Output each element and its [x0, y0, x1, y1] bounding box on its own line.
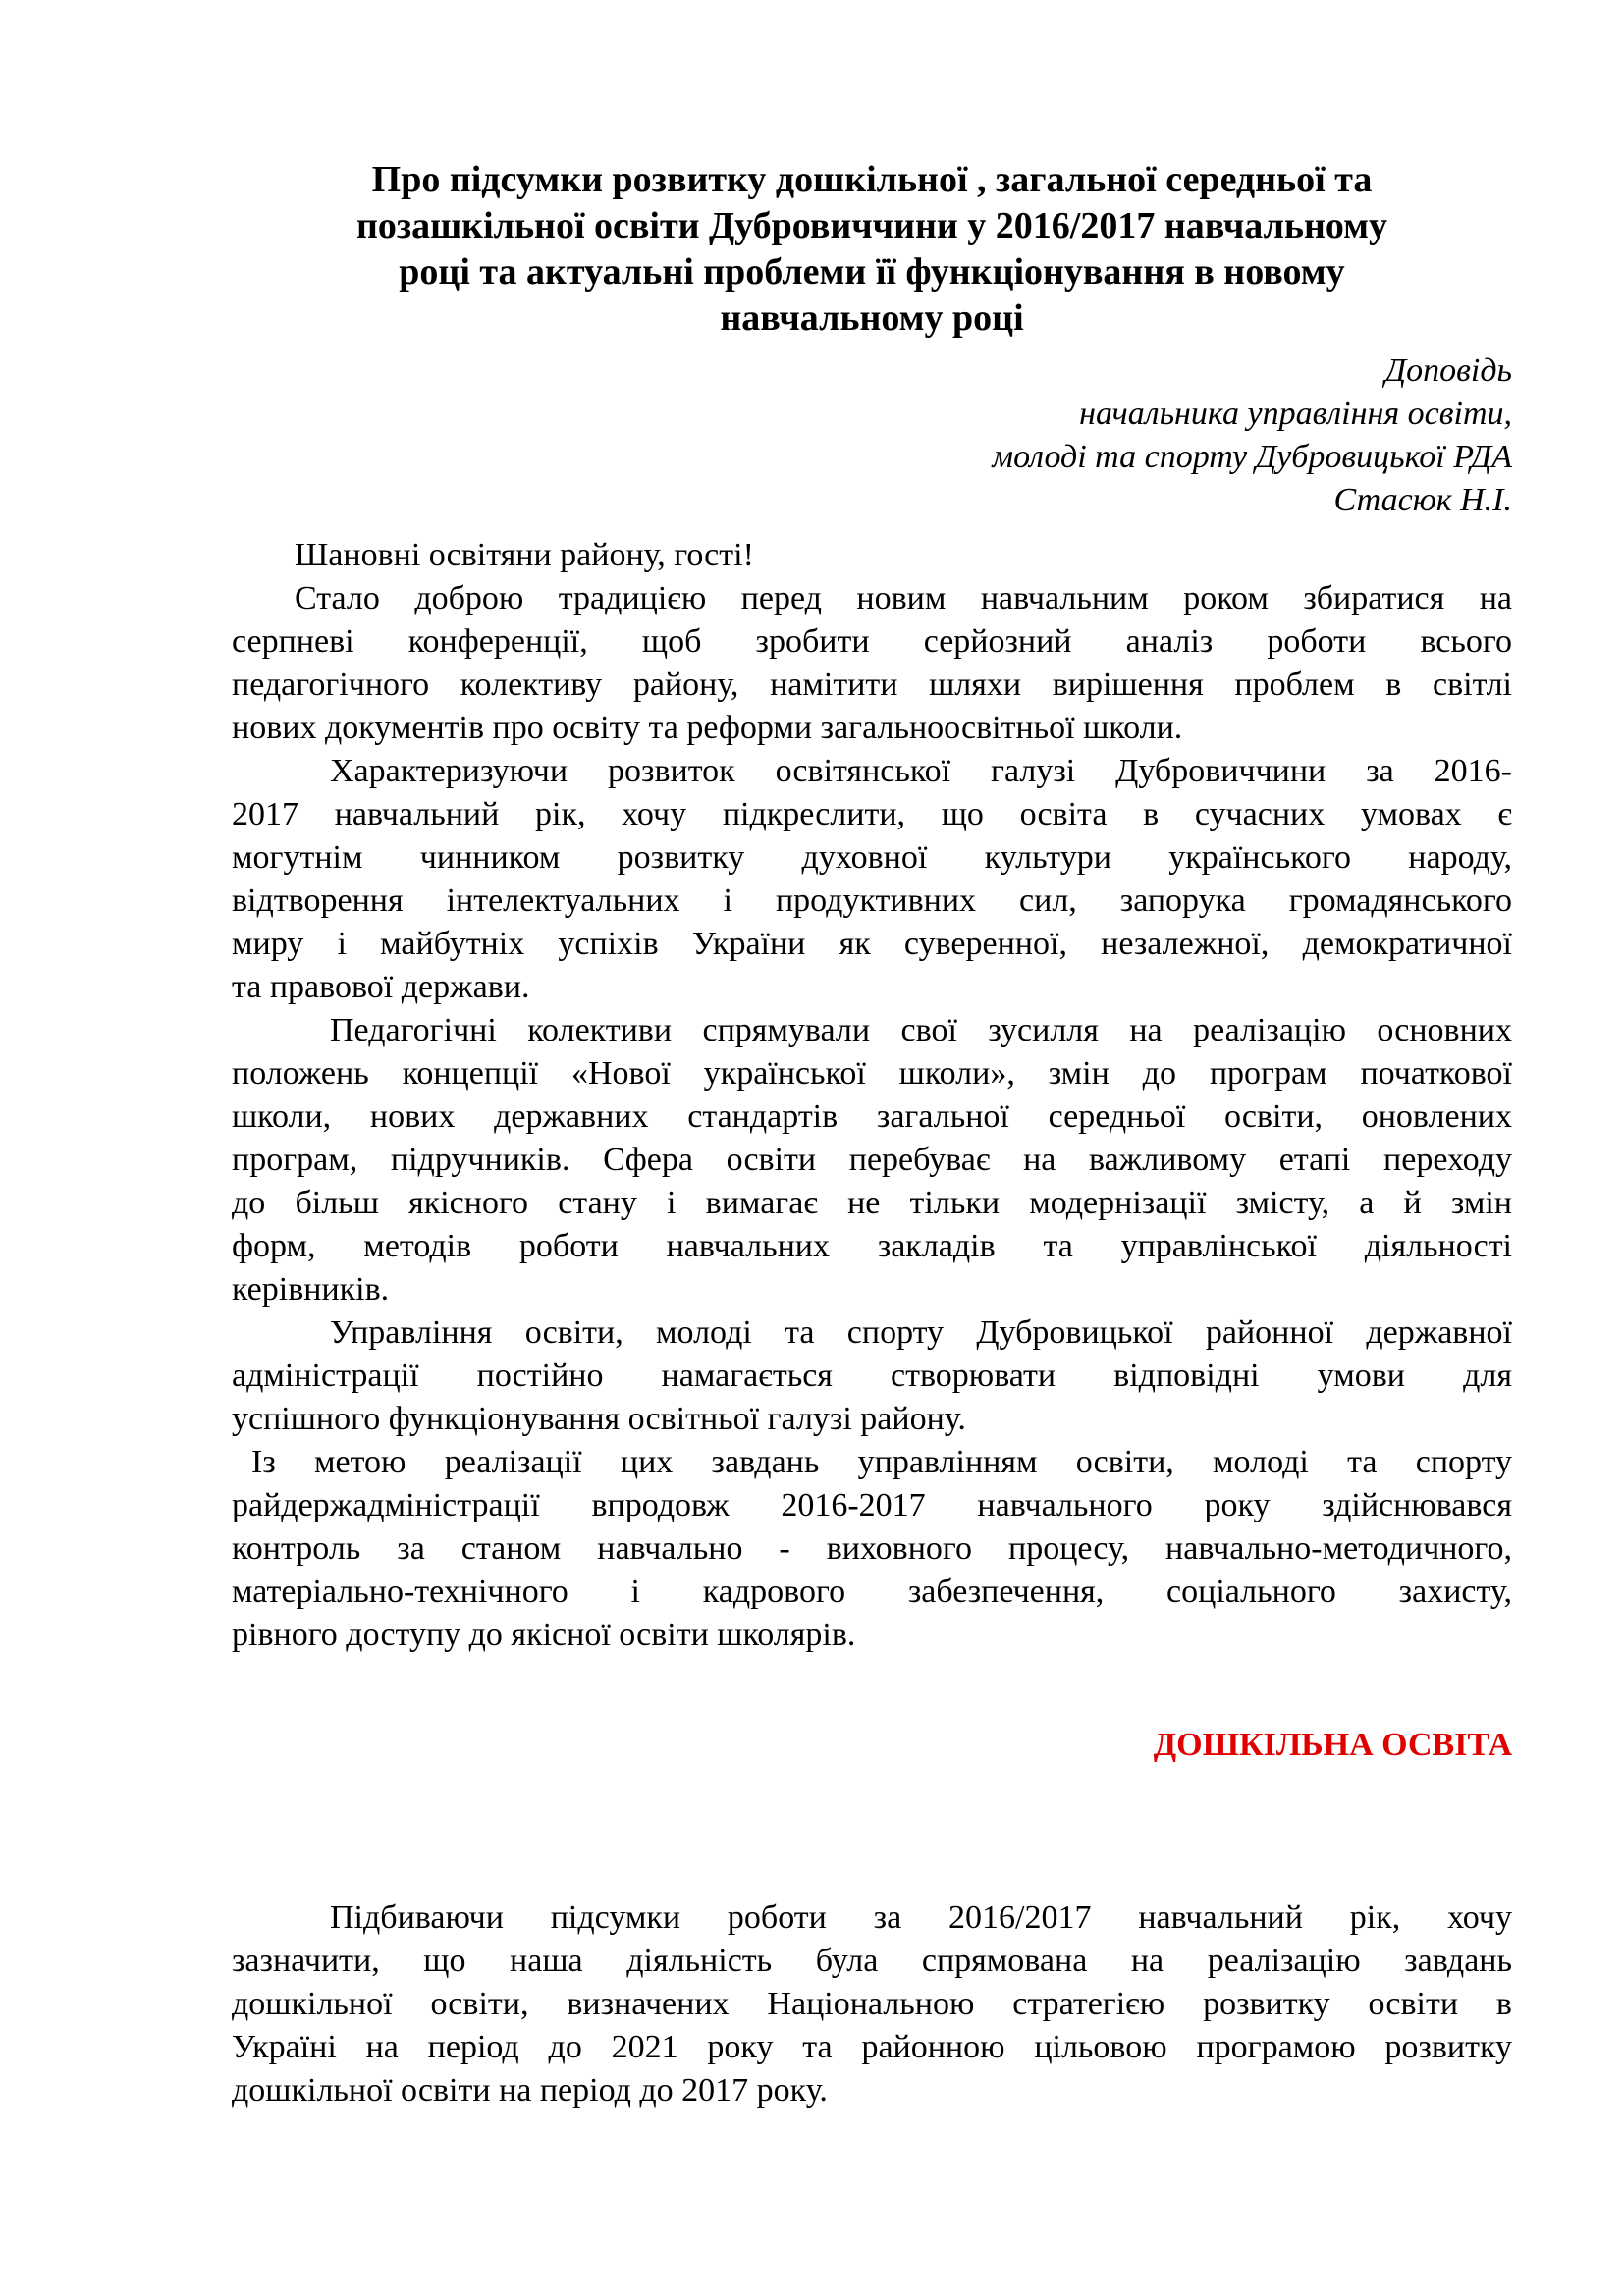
paragraph-line: адміністрації постійно намагається створювати відповідні умови для — [232, 1358, 1512, 1394]
paragraph-line: дошкільної освіти, визначених Національною стратегією розвитку освіти в — [232, 1986, 1512, 2022]
paragraph-line: зазначити, що наша діяльність була спрямована на реалізацію завдань — [232, 1943, 1512, 1979]
author-byline — [232, 349, 1512, 522]
title-line: році та актуальні проблеми її функціонування в новому — [399, 251, 1345, 293]
body-paragraph — [232, 577, 1512, 750]
paragraph-line: форм, методів роботи навчальних закладів та управлінської діяльності — [232, 1228, 1512, 1264]
body-paragraph — [232, 1311, 1512, 1441]
paragraph-line: контроль за станом навчально - виховного процесу, навчально-методичного, — [232, 1530, 1512, 1567]
paragraph-line: Управління освіти, молоді та спорту Дубровицької районної державної — [330, 1314, 1512, 1351]
body-paragraph — [232, 1009, 1512, 1311]
paragraph-line: нових документів про освіту та реформи загальноосвітньої школи. — [232, 710, 1183, 746]
title-line: Про підсумки розвитку дошкільної , загальної середньої та — [371, 159, 1373, 200]
paragraph-line: серпневі конференції, щоб зробити серйозний аналіз роботи всього — [232, 623, 1512, 660]
paragraph-line: школи, нових державних стандартів загальної середньої освіти, оновлених — [232, 1098, 1512, 1135]
paragraph-line: Педагогічні колективи спрямували свої зусилля на реалізацію основних — [330, 1012, 1512, 1048]
paragraph-line: матеріально-технічного і кадрового забезпечення, соціального захисту, — [232, 1574, 1512, 1610]
title-line: навчальному році — [720, 297, 1024, 339]
paragraph-line: Україні на період до 2021 року та районною цільовою програмою розвитку — [232, 2029, 1512, 2065]
byline-line: молоді та спорту Дубровицької РДА — [992, 439, 1512, 475]
greeting: Шановні освітяни району, гості! — [295, 537, 754, 573]
paragraph-line: миру і майбутніх успіхів України як суверенної, незалежної, демократичної — [232, 926, 1512, 962]
byline-line: начальника управління освіти, — [1079, 396, 1512, 432]
paragraph-line: Підбиваючи підсумки роботи за 2016/2017 навчальний рік, хочу — [330, 1899, 1512, 1936]
paragraph-line: положень концепції «Нової української школи», змін до програм початкової — [232, 1055, 1512, 1092]
document-page — [232, 157, 1512, 2112]
section-paragraph — [232, 1896, 1512, 2112]
paragraph-line: Характеризуючи розвиток освітянської галузі Дубровиччини за 2016- — [330, 753, 1512, 789]
paragraph-line: могутнім чинником розвитку духовної культури українського народу, — [232, 839, 1512, 876]
paragraph-line: Стало доброю традицією перед новим навчальним роком збиратися на — [295, 580, 1512, 616]
paragraph-line: 2017 навчальний рік, хочу підкреслити, що освіта в сучасних умовах є — [232, 796, 1512, 832]
paragraph-line: успішного функціонування освітньої галузі району. — [232, 1401, 966, 1437]
title-line: позашкільної освіти Дубровиччини у 2016/2017 навчальному — [355, 205, 1388, 246]
paragraph-line: програм, підручників. Сфера освіти перебуває на важливому етапі переходу — [232, 1142, 1512, 1178]
paragraph-line: рівного доступу до якісної освіти школярів. — [232, 1617, 856, 1653]
paragraph-line: педагогічного колективу району, намітити шляхи вирішення проблем в світлі — [232, 667, 1512, 703]
paragraph-line: Із метою реалізації цих завдань управлінням освіти, молоді та спорту — [251, 1444, 1512, 1480]
paragraph-line: керівників. — [232, 1271, 390, 1308]
byline-line: Стасюк Н.І. — [1333, 482, 1512, 518]
paragraph-line: відтворення інтелектуальних і продуктивних сил, запорука громадянського — [232, 882, 1512, 919]
paragraph-line: райдержадміністрації впродовж 2016-2017 навчального року здійснювався — [232, 1487, 1512, 1523]
body-paragraph — [232, 750, 1512, 1009]
paragraph-line: дошкільної освіти на період до 2017 року. — [232, 2072, 828, 2109]
paragraph-line: до більш якісного стану і вимагає не тільки модернізації змісту, а й змін — [232, 1185, 1512, 1221]
document-title — [232, 157, 1512, 342]
byline-line: Доповідь — [1384, 352, 1512, 389]
body-paragraph — [232, 1441, 1512, 1657]
section-heading: ДОШКІЛЬНА ОСВІТА — [1153, 1727, 1512, 1763]
paragraph-line: та правової держави. — [232, 969, 530, 1005]
